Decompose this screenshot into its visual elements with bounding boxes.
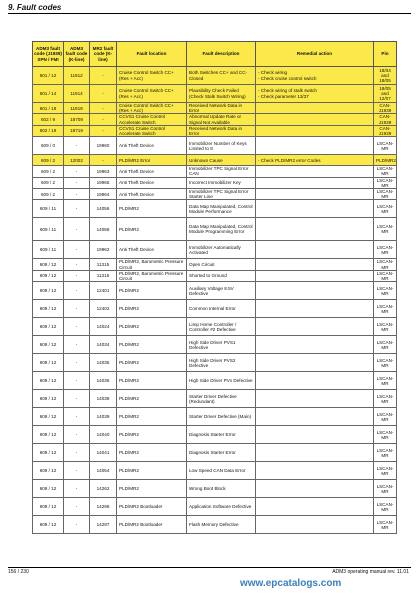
table-cell: 609 / 0 [33, 137, 64, 155]
header-remedial-action: Remedial action [256, 42, 374, 67]
table-cell [256, 354, 374, 372]
table-row [33, 241, 397, 259]
header-rule [8, 13, 411, 14]
table-row [33, 155, 397, 166]
table-cell [256, 390, 374, 408]
table-header-row [33, 42, 397, 67]
table-cell: - [64, 516, 90, 534]
table-cell: CAN-J1939 [374, 103, 397, 114]
table-cell: 14024 [90, 318, 117, 336]
table-row [33, 516, 397, 534]
table-row [33, 85, 397, 103]
table-cell: CAN-J1939 [374, 125, 397, 136]
table-cell: 609 / 12 [33, 270, 64, 281]
table-cell: Anti Theft Device [117, 137, 187, 155]
table-cell [256, 125, 374, 136]
table-cell: PLD/MR2 [117, 480, 187, 498]
table-row [33, 354, 397, 372]
table-cell: LSCAN-MR [374, 372, 397, 390]
table-cell [256, 189, 374, 200]
table-cell: - [90, 114, 117, 125]
section-title: 9. Fault codes [8, 3, 62, 12]
table-cell: 14041 [90, 444, 117, 462]
table-cell: PLD/MR2 [117, 426, 187, 444]
table-row [33, 114, 397, 125]
table-cell: PLD/MR2 Bootloader [117, 498, 187, 516]
table-cell: CCVS1 Cruise Control Accelerate Switch [117, 114, 187, 125]
table-cell [256, 516, 374, 534]
table-cell [256, 498, 374, 516]
table-cell: 609 / 2 [33, 166, 64, 177]
table-cell: Application Software Defective [187, 498, 256, 516]
table-cell: 601 / 14 [33, 85, 64, 103]
table-cell: High Side Driver PVx Defective [187, 372, 256, 390]
table-cell: Incorrect Immobilizer Key [187, 177, 256, 188]
table-cell: LSCAN-MR [374, 480, 397, 498]
table-cell: 12002 [64, 155, 90, 166]
table-cell [256, 270, 374, 281]
table-cell [256, 137, 374, 155]
table-cell: - [64, 259, 90, 270]
table-row [33, 189, 397, 200]
table-row [33, 444, 397, 462]
table-cell: 601 / 19 [33, 103, 64, 114]
table-row [33, 137, 397, 155]
table-cell: Common Internal Error [187, 300, 256, 318]
table-cell: - [90, 67, 117, 85]
table-cell: Immobilizer TPC Signal Error Starter Line [187, 189, 256, 200]
table-cell [256, 166, 374, 177]
table-cell: Data Map Manipulated, Control Module Programming Error [187, 218, 256, 241]
table-cell: Immobilizer Automatically Activated [187, 241, 256, 259]
table-cell: Auxiliary Voltage 8.5V Defective [187, 282, 256, 300]
table-cell: - Check wiring of stalk switch - Check parameter 13/37 [256, 85, 374, 103]
table-cell: 609 / 12 [33, 444, 64, 462]
table-cell: - [64, 282, 90, 300]
table-cell: LSCAN-MR [374, 200, 397, 218]
table-cell: Plausibility Check Failed (Check Stalk Switch Wiring) [187, 85, 256, 103]
table-body [33, 67, 397, 534]
table-cell: Open Circuit [187, 259, 256, 270]
table-row [33, 300, 397, 318]
table-row [33, 318, 397, 336]
table-cell [256, 462, 374, 480]
table-cell: 14039 [90, 408, 117, 426]
table-cell: - [90, 155, 117, 166]
table-cell: 11914 [64, 85, 90, 103]
table-row [33, 270, 397, 281]
table-cell [256, 480, 374, 498]
table-cell: LSCAN-MR [374, 137, 397, 155]
table-cell: PLD/MR2 Error [117, 155, 187, 166]
table-cell: 609 / 12 [33, 390, 64, 408]
table-row [33, 67, 397, 85]
table-cell: 12402 [90, 300, 117, 318]
table-cell: - [90, 85, 117, 103]
page-number: 156 / 230 [8, 569, 29, 575]
table-cell: Starter Driver Defective (Redundant) [187, 390, 256, 408]
table-cell: 609 / 2 [33, 155, 64, 166]
table-cell: PLD/MR2 [117, 200, 187, 218]
table-cell: Diagnosis Starter Error [187, 444, 256, 462]
table-cell: 609 / 12 [33, 354, 64, 372]
table-cell: CAN-J1939 [374, 114, 397, 125]
table-cell: 19960 [90, 137, 117, 155]
table-cell: LSCAN-MR [374, 318, 397, 336]
table-cell [256, 426, 374, 444]
table-cell: 609 / 12 [33, 498, 64, 516]
table-cell: - [64, 408, 90, 426]
table-cell: - Check wiring - Check cruise control switch [256, 67, 374, 85]
table-cell: Anti Theft Device [117, 189, 187, 200]
table-row [33, 125, 397, 136]
table-cell: Anti Theft Device [117, 177, 187, 188]
table-cell: - [64, 189, 90, 200]
table-cell: - [64, 177, 90, 188]
table-cell: LSCAN-MR [374, 444, 397, 462]
table-row [33, 177, 397, 188]
table-cell [256, 200, 374, 218]
table-cell: Data Map Manipulated, Control Module Performance [187, 200, 256, 218]
table-cell: 14054 [90, 462, 117, 480]
table-cell: 14297 [90, 516, 117, 534]
table-row [33, 480, 397, 498]
table-cell: PLD/MR2 [117, 282, 187, 300]
table-cell: PLD/MR2 [117, 300, 187, 318]
table-cell: 602 / 9 [33, 114, 64, 125]
table-row [33, 390, 397, 408]
table-cell: 12401 [90, 282, 117, 300]
watermark: www.epcatalogs.com [240, 578, 342, 589]
table-cell: LSCAN-MR [374, 270, 397, 281]
table-row [33, 498, 397, 516]
table-cell: High Side Driver PVS1 Defective [187, 336, 256, 354]
table-row [33, 103, 397, 114]
table-cell: 609 / 12 [33, 259, 64, 270]
table-cell: LSCAN-MR [374, 498, 397, 516]
table-cell: PLD/MR2 [117, 336, 187, 354]
table-row [33, 200, 397, 218]
table-cell: Immobilizer TPC Signal Error CAN [187, 166, 256, 177]
table-row [33, 462, 397, 480]
table-cell [256, 372, 374, 390]
table-cell: LSCAN-MR [374, 516, 397, 534]
table-cell: LSCAN-MR [374, 282, 397, 300]
table-cell: 11315 [90, 259, 117, 270]
table-cell: - [64, 241, 90, 259]
table-cell: LSCAN-MR [374, 408, 397, 426]
table-cell: - [64, 166, 90, 177]
table-cell [256, 103, 374, 114]
table-cell: 609 / 12 [33, 318, 64, 336]
table-cell: Flash Memory Defective [187, 516, 256, 534]
table-cell: 609 / 12 [33, 480, 64, 498]
table-cell: PLD/MR2 [117, 318, 187, 336]
manual-title: ADM3 operating manual rev. 11.01 [332, 569, 409, 575]
table-cell: 14034 [90, 336, 117, 354]
table-cell: Anti Theft Device [117, 241, 187, 259]
table-row [33, 282, 397, 300]
table-row [33, 426, 397, 444]
table-cell: LSCAN-MR [374, 336, 397, 354]
table-cell: 609 / 12 [33, 372, 64, 390]
table-cell: 609 / 12 [33, 516, 64, 534]
table-cell: PLD/MR2 [117, 218, 187, 241]
table-cell: 11316 [90, 270, 117, 281]
table-cell: LSCAN-MR [374, 241, 397, 259]
table-cell: 609 / 2 [33, 189, 64, 200]
table-row [33, 166, 397, 177]
table-cell: PLD/MR2, Barometric Pressure Circuit [117, 259, 187, 270]
table-cell: 609 / 11 [33, 218, 64, 241]
table-cell: - [64, 200, 90, 218]
table-cell: - [64, 318, 90, 336]
table-cell: - [64, 462, 90, 480]
table-cell: Starter Driver Defective (Main) [187, 408, 256, 426]
table-cell: Limp Home Controller / Controller #2 Defective [187, 318, 256, 336]
table-cell: Abnormal Update Rate or Signal Not Available [187, 114, 256, 125]
fault-codes-table [32, 41, 397, 534]
table-cell: Diagnosis Starter Error [187, 426, 256, 444]
table-cell: Cruise Control Switch CC+ (Res + Acc) [117, 103, 187, 114]
table-cell: 609 / 12 [33, 408, 64, 426]
table-cell: 609 / 12 [33, 300, 64, 318]
table-cell: Unknown Cause [187, 155, 256, 166]
table-cell: - [64, 372, 90, 390]
table-cell: - [64, 218, 90, 241]
table-cell: Shorted to Ground [187, 270, 256, 281]
table-cell: 19962 [90, 241, 117, 259]
table-cell: 18/04 and 18/05 [374, 67, 397, 85]
table-cell: 19963 [90, 166, 117, 177]
table-cell: 602 / 19 [33, 125, 64, 136]
table-cell: LSCAN-MR [374, 259, 397, 270]
table-cell: 609 / 2 [33, 177, 64, 188]
table-cell: PLD/MR2 [117, 354, 187, 372]
table-cell: 18/05 and 12/07 [374, 85, 397, 103]
table-cell: 609 / 11 [33, 241, 64, 259]
table-cell: Anti Theft Device [117, 166, 187, 177]
header-adm3-j1939: ADM3 fault code (J1939) SPN / FMI [33, 42, 64, 67]
header-pin: Pin [374, 42, 397, 67]
table-cell: LSCAN-MR [374, 300, 397, 318]
table-row [33, 408, 397, 426]
table-cell: PLD/MR2 Bootloader [117, 516, 187, 534]
table-cell: Wrong Boot Block [187, 480, 256, 498]
table-cell: 601 / 12 [33, 67, 64, 85]
table-row [33, 259, 397, 270]
table-cell: 14036 [90, 372, 117, 390]
footer-rule [8, 567, 411, 568]
table-cell: 11919 [64, 103, 90, 114]
table-cell: PLD/MR2 [117, 462, 187, 480]
header-adm3-kline: ADM3 fault code (K-line) [64, 42, 90, 67]
table-cell: 14040 [90, 426, 117, 444]
table-cell: Cruise Control Switch CC+ (Res + Acc) [117, 85, 187, 103]
table-cell: - [64, 498, 90, 516]
table-cell: 609 / 11 [33, 200, 64, 218]
table-cell: 609 / 12 [33, 426, 64, 444]
table-cell: Cruise Control Switch CC+ (Res + Acc) [117, 67, 187, 85]
table-cell: LSCAN-MR [374, 218, 397, 241]
table-cell: LSCAN-MR [374, 189, 397, 200]
table-cell: 609 / 12 [33, 282, 64, 300]
table-cell: Low Speed CAN Data Error [187, 462, 256, 480]
table-cell: - [64, 354, 90, 372]
table-cell: - [64, 390, 90, 408]
table-cell: - [64, 444, 90, 462]
header-mr2-kline: MR2 fault code (K-line) [90, 42, 117, 67]
table-cell [256, 336, 374, 354]
table-cell [256, 218, 374, 241]
table-cell [256, 177, 374, 188]
header-fault-description: Fault description [187, 42, 256, 67]
table-cell: Immobilizer Number of Keys Limited to 8 [187, 137, 256, 155]
table-cell: - Check PLD/MR2 error Codes [256, 155, 374, 166]
table-cell: - [90, 103, 117, 114]
table-cell: Both Switches CC+ and CC- Closed [187, 67, 256, 85]
table-cell: - [64, 137, 90, 155]
table-cell: CCVS1 Cruise Control Accelerate Switch [117, 125, 187, 136]
table-cell: LSCAN-MR [374, 354, 397, 372]
table-row [33, 336, 397, 354]
table-cell [256, 444, 374, 462]
table-cell: 609 / 12 [33, 336, 64, 354]
table-cell: LSCAN-MR [374, 166, 397, 177]
table-cell: 14262 [90, 480, 117, 498]
table-cell [256, 282, 374, 300]
table-cell [256, 318, 374, 336]
table-cell: - [64, 336, 90, 354]
table-cell: LSCAN-MR [374, 462, 397, 480]
table-cell: LSCAN-MR [374, 177, 397, 188]
table-cell: 14058 [90, 218, 117, 241]
table-cell: 18709 [64, 114, 90, 125]
table-cell: Received Network Data in Error [187, 125, 256, 136]
header-fault-location: Fault location [117, 42, 187, 67]
table-cell: PLD/MR2 [374, 155, 397, 166]
table-cell: LSCAN-MR [374, 390, 397, 408]
table-cell: 14038 [90, 390, 117, 408]
table-cell: 18719 [64, 125, 90, 136]
table-cell: PLD/MR2, Barometric Pressure Circuit [117, 270, 187, 281]
table-cell: 14035 [90, 354, 117, 372]
table-cell: 19964 [90, 189, 117, 200]
table-cell: PLD/MR2 [117, 444, 187, 462]
table-cell: - [64, 426, 90, 444]
table-cell: - [64, 480, 90, 498]
table-cell: High Side Driver PVS2 Defective [187, 354, 256, 372]
table-cell [256, 408, 374, 426]
table-cell [256, 300, 374, 318]
table-cell [256, 259, 374, 270]
table-cell: 609 / 12 [33, 462, 64, 480]
table-row [33, 218, 397, 241]
table-row [33, 372, 397, 390]
table-cell: 14296 [90, 498, 117, 516]
table-cell: - [90, 125, 117, 136]
table-cell: 11912 [64, 67, 90, 85]
table-cell: LSCAN-MR [374, 426, 397, 444]
table-cell: PLD/MR2 [117, 390, 187, 408]
table-cell: PLD/MR2 [117, 372, 187, 390]
table-cell [256, 114, 374, 125]
table-cell: - [64, 300, 90, 318]
table-cell: 14056 [90, 200, 117, 218]
table-cell: Received Network Data in Error [187, 103, 256, 114]
table-cell: PLD/MR2 [117, 408, 187, 426]
table-cell: 19965 [90, 177, 117, 188]
table-cell [256, 241, 374, 259]
table-cell: - [64, 270, 90, 281]
